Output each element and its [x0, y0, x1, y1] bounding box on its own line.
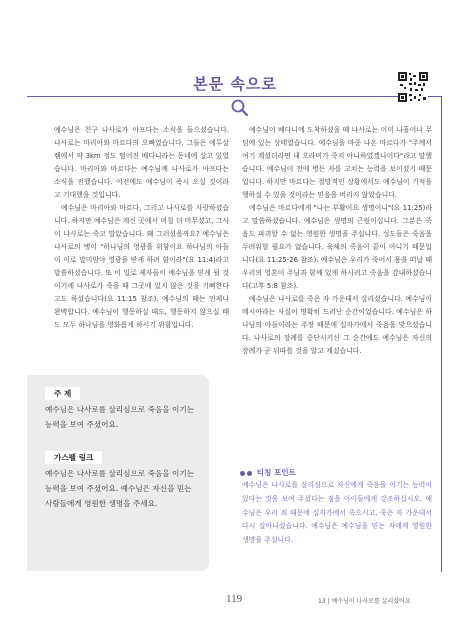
- gospel-link-text: 예수님은 나사로를 살리심으로 죽음을 이기는 능력을 보여 주셨어요. 예수님은 자신을 믿는 사람들에게 영원한 생명을 주세요.: [45, 469, 195, 508]
- gospel-link-label: 가스펠 링크: [45, 451, 102, 464]
- body-paragraph: 예수님은 친구 나사로가 아프다는 소식을 들으셨습니다. 나사로는 마리아와 마르다의 오빠였습니다. 그들은 예루살렘에서 약 3km 정도 떨어진 베다니라는 동네에 살고 있었습니다. 마리아와 마르다는 예수님께 나사로가 아프다는 소식을 전했습니다. 이전에도 예수님이 즉시 오실 것이라고 기대했을 것입니다.: [54, 126, 229, 199]
- left-column: [54, 124, 229, 332]
- page-number: 119: [226, 593, 243, 605]
- theme-label: 주 제: [45, 387, 80, 400]
- qr-code-icon[interactable]: [398, 72, 428, 102]
- teaching-point-label: 티칭 포인트: [256, 468, 296, 477]
- theme-text: 예수님은 나사로를 살리심으로 죽음을 이기는 능력을 보여 주셨어요.: [45, 405, 195, 429]
- purple-dots-icon: [240, 468, 254, 477]
- body-paragraph: 예수님은 마르다에게 "나는 부활이요 생명이니"(요 11:25)라고 말씀하셨습니다. 예수님은 생명의 근원이십니다. 그분은 죽음도 파괴할 수 없는 영원한 생명을 주십니다. 성도들은 죽음을 두려워할 필요가 없습니다. 육체의 죽음이 끝이 아니기 때문입니다(요 11:25-26 참조). 예수님은 우리가 죽어서 몸을 떠날 때 우리의 영혼이 주님과 함께 있게 하시려고 죽음을 감내하셨습니다(고후 5:8 참조).: [242, 204, 432, 290]
- body-paragraph: 예수님은 마리아와 마르다, 그리고 나사로를 사랑하셨습니다. 하지만 예수님은 계신 곳에서 며칠 더 머무셨고, 그사이 나사로는 죽고 말았습니다. 왜 그러셨을까요? 예수님은 나사로의 병이 "하나님의 영광을 위함이요 하나님의 아들이 이로 말미암아 영광을 받게 하려 함이라"(요 11:4)라고 말씀하셨습니다. 또 이 일로 제자들이 예수님을 믿게 될 것이기에 나사로가 죽을 때 그곳에 있지 않은 것을 기뻐한다고도 하셨습니다(요 11:15 참조). 예수님의 때는 언제나 완벽합니다. 예수님이 행동하실 때도, 행동하지 않으실 때도 모두 하나님을 영화롭게 하시기 위함입니다.: [54, 204, 229, 329]
- body-paragraph: 예수님이 베다니에 도착하셨을 때 나사로는 이미 나흘이나 무덤에 있는 상태였습니다. 예수님을 마중 나온 마르다가 "주께서 여기 계셨더라면 내 오라비가 죽지 아니하였겠나이다"라고 말했습니다. 예수님이 전에 병든 자를 고치는 능력을 보이셨기 때문입니다. 하지만 마르다는 절망적인 상황에서도 예수님이 기적을 행하실 수 있을 것이라는 믿음을 버리지 않았습니다.: [242, 126, 432, 199]
- body-paragraph: 예수님은 나사로를 죽은 자 가운데서 살리셨습니다. 예수님이 메시아라는 사실이 명확히 드러난 순간이었습니다. 예수님은 하나님의 아들이라는 주장 때문에 십자가에서 죽음을 맞으셨습니다. 나사로의 장례를 중단시키신 그 순간에도 예수님은 자신의 장례가 곧 뒤따를 것을 알고 계셨습니다.: [242, 295, 432, 355]
- teaching-point-text: 예수님은 나사로를 살리심으로 자신에게 죽음을 이기는 능력이 있다는 것을 보여 주셨다는 점을 아이들에게 강조하십시오. 예수님은 우리 죄 때문에 십자가에서 죽으시고, 죽은 자 가운데서 다시 살아나셨습니다. 예수님은 예수님을 믿는 자에게 영원한 생명을 주십니다.: [242, 481, 432, 545]
- section-title: 본문 속으로: [193, 75, 277, 93]
- magnifier-icon: [230, 98, 250, 118]
- teaching-point-heading: [240, 467, 296, 478]
- chapter-footer: 13 | 예수님이 나사로를 살리셨어요: [318, 598, 411, 605]
- right-column: [242, 124, 432, 358]
